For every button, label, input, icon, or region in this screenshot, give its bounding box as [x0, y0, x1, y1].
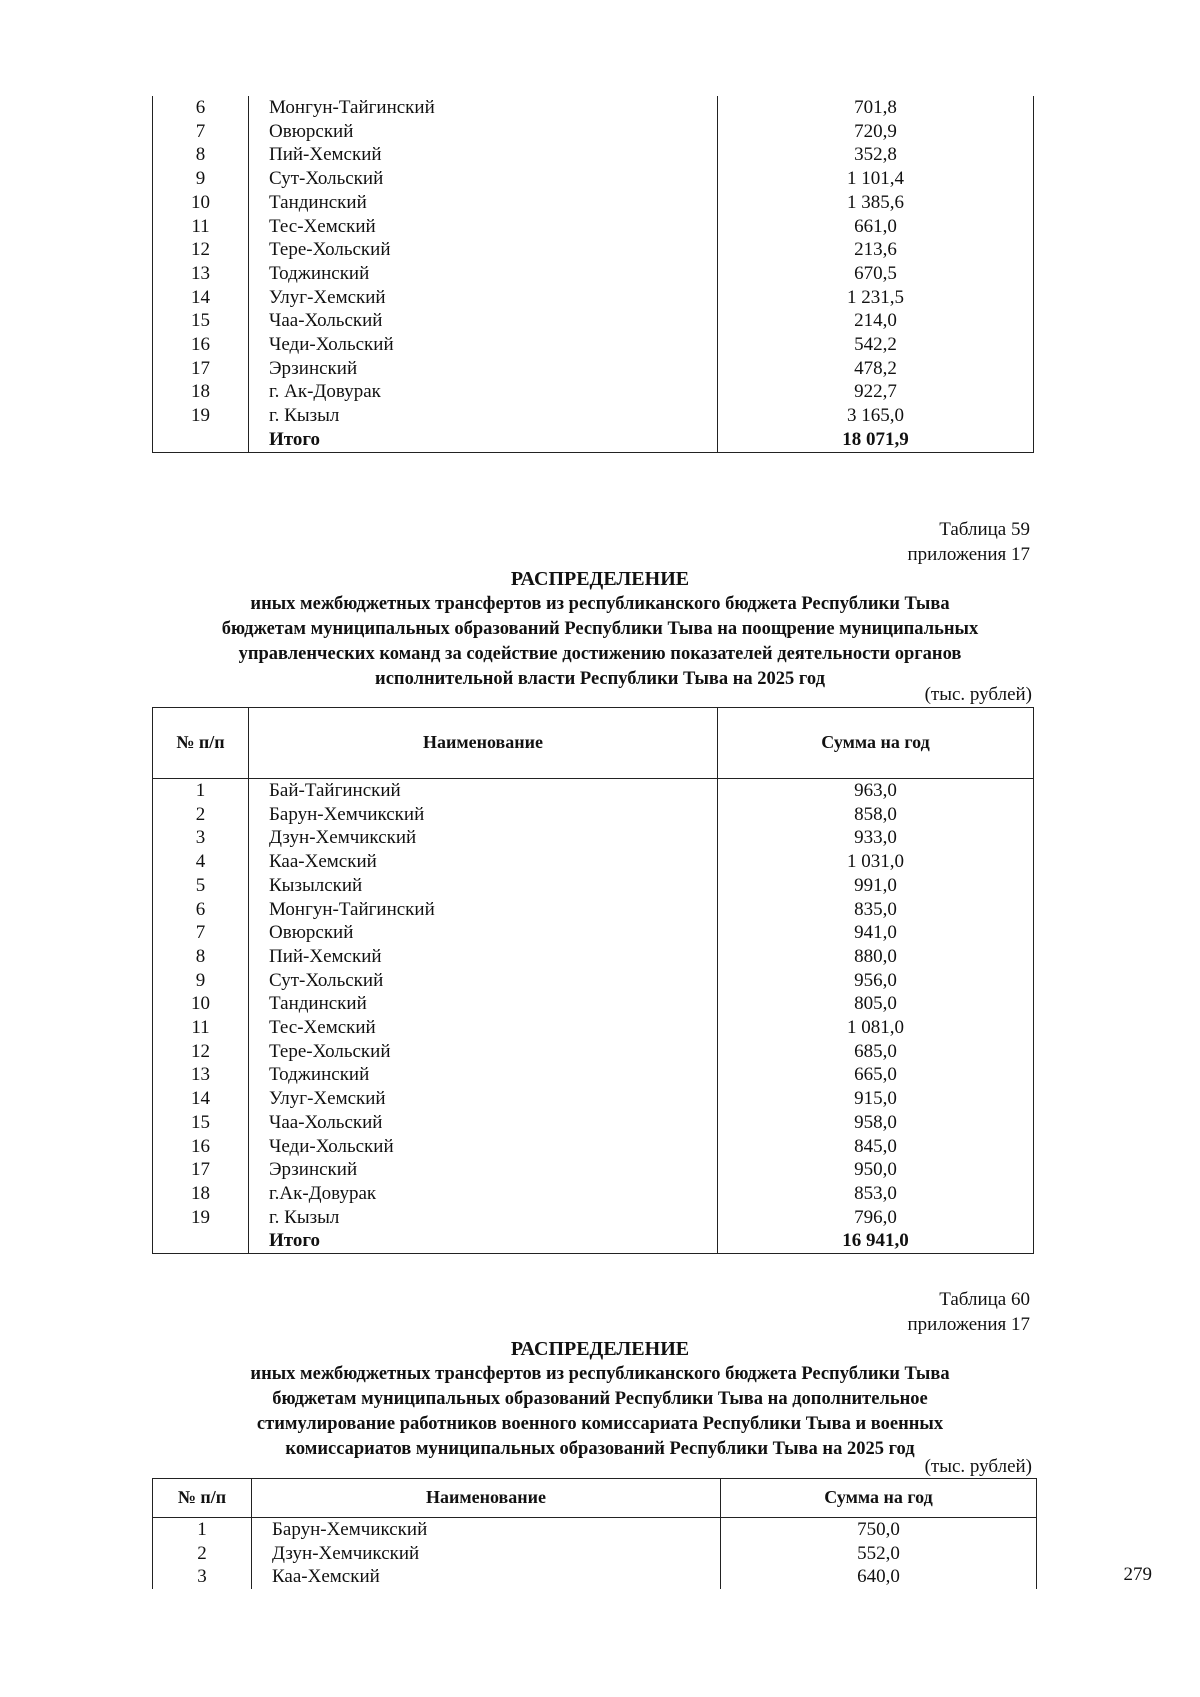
row-sum: 941,0 — [718, 921, 1034, 945]
row-number: 3 — [153, 826, 249, 850]
table59-subtitle-line: исполнительной власти Республики Тыва на 2025 год — [375, 669, 825, 689]
table59-subtitle-line: управленческих команд за содействие достижению показателей деятельности органов — [238, 644, 962, 664]
row-sum: 552,0 — [721, 1542, 1037, 1566]
row-name: Сут-Хольский — [249, 167, 718, 191]
row-sum: 661,0 — [718, 215, 1034, 239]
row-name: Тес-Хемский — [249, 1016, 718, 1040]
row-number: 7 — [153, 120, 249, 144]
table-row — [153, 1111, 1034, 1135]
table-row — [153, 969, 1034, 993]
table-row — [153, 992, 1034, 1016]
total-label: Итого — [249, 1229, 718, 1253]
row-number: 9 — [153, 969, 249, 993]
row-name: Монгун-Тайгинский — [249, 96, 718, 120]
table-row — [153, 143, 1034, 167]
row-name: г. Ак-Довурак — [249, 380, 718, 404]
row-name: Овюрский — [249, 120, 718, 144]
row-sum: 213,6 — [718, 238, 1034, 262]
col-name-header: Наименование — [252, 1479, 721, 1518]
table-row — [153, 1063, 1034, 1087]
row-number: 14 — [153, 286, 249, 310]
table60-caption — [908, 1287, 1030, 1337]
row-sum: 542,2 — [718, 333, 1034, 357]
table60-label: Таблица 60 — [939, 1289, 1030, 1310]
row-number: 11 — [153, 215, 249, 239]
row-number: 8 — [153, 945, 249, 969]
col-num-header: № п/п — [153, 1479, 252, 1518]
row-name: Дзун-Хемчикский — [249, 826, 718, 850]
row-sum: 720,9 — [718, 120, 1034, 144]
row-name: Барун-Хемчикский — [249, 803, 718, 827]
row-sum: 1 231,5 — [718, 286, 1034, 310]
row-sum: 1 031,0 — [718, 850, 1034, 874]
row-name: Каа-Хемский — [249, 850, 718, 874]
table60-title-block — [100, 1337, 1100, 1462]
table-prev-body — [153, 96, 1034, 428]
table-row — [153, 1206, 1034, 1230]
row-name: Эрзинский — [249, 357, 718, 381]
row-sum: 640,0 — [721, 1565, 1037, 1589]
table-row — [153, 1040, 1034, 1064]
row-name: Тоджинский — [249, 262, 718, 286]
row-sum: 991,0 — [718, 874, 1034, 898]
row-sum: 750,0 — [721, 1518, 1037, 1542]
row-sum: 958,0 — [718, 1111, 1034, 1135]
row-name: Чеди-Хольский — [249, 333, 718, 357]
row-number: 10 — [153, 191, 249, 215]
row-name: Тере-Хольский — [249, 1040, 718, 1064]
table-row — [153, 1565, 1037, 1589]
row-number: 1 — [153, 779, 249, 803]
table59-title-block — [100, 567, 1100, 692]
table60 — [152, 1478, 1037, 1589]
table-row — [153, 1542, 1037, 1566]
row-sum: 1 101,4 — [718, 167, 1034, 191]
row-number: 16 — [153, 1135, 249, 1159]
col-sum-header: Сумма на год — [718, 708, 1034, 779]
row-sum: 845,0 — [718, 1135, 1034, 1159]
table-row — [153, 380, 1034, 404]
row-sum: 670,5 — [718, 262, 1034, 286]
row-sum: 685,0 — [718, 1040, 1034, 1064]
col-sum-header: Сумма на год — [721, 1479, 1037, 1518]
row-name: Тандинский — [249, 992, 718, 1016]
row-number: 6 — [153, 898, 249, 922]
row-number: 5 — [153, 874, 249, 898]
row-number: 9 — [153, 167, 249, 191]
table-row — [153, 826, 1034, 850]
row-number: 7 — [153, 921, 249, 945]
row-number: 1 — [153, 1518, 252, 1542]
row-number: 18 — [153, 1182, 249, 1206]
table-row — [153, 779, 1034, 803]
row-sum: 214,0 — [718, 309, 1034, 333]
row-number: 4 — [153, 850, 249, 874]
row-number: 12 — [153, 1040, 249, 1064]
row-name: Эрзинский — [249, 1158, 718, 1182]
total-sum: 18 071,9 — [718, 428, 1034, 452]
row-name: Тоджинский — [249, 1063, 718, 1087]
table-row — [153, 262, 1034, 286]
table59-caption — [908, 517, 1030, 567]
row-number: 13 — [153, 262, 249, 286]
table-row — [153, 1518, 1037, 1542]
row-name: Каа-Хемский — [252, 1565, 721, 1589]
row-sum: 858,0 — [718, 803, 1034, 827]
row-sum: 805,0 — [718, 992, 1034, 1016]
row-number: 15 — [153, 309, 249, 333]
table-row — [153, 333, 1034, 357]
row-number: 6 — [153, 96, 249, 120]
table60-header-row — [153, 1479, 1037, 1518]
row-number: 17 — [153, 357, 249, 381]
table-row — [153, 850, 1034, 874]
row-name: Чаа-Хольский — [249, 1111, 718, 1135]
table60-subtitle-line: комиссариатов муниципальных образований Республики Тыва на 2025 год — [285, 1439, 915, 1459]
row-name: Кызылский — [249, 874, 718, 898]
row-name: г.Ак-Довурак — [249, 1182, 718, 1206]
row-number: 16 — [153, 333, 249, 357]
row-sum: 853,0 — [718, 1182, 1034, 1206]
table-row — [153, 921, 1034, 945]
row-sum: 915,0 — [718, 1087, 1034, 1111]
row-name: г. Кызыл — [249, 404, 718, 428]
row-sum: 352,8 — [718, 143, 1034, 167]
table60-title: РАСПРЕДЕЛЕНИЕ — [510, 1338, 690, 1360]
row-sum: 933,0 — [718, 826, 1034, 850]
row-name: Чаа-Хольский — [249, 309, 718, 333]
row-name: Пий-Хемский — [249, 945, 718, 969]
table-row — [153, 215, 1034, 239]
total-sum: 16 941,0 — [718, 1229, 1034, 1253]
row-sum: 880,0 — [718, 945, 1034, 969]
table-row — [153, 238, 1034, 262]
row-number: 2 — [153, 803, 249, 827]
table59-header-row — [153, 708, 1034, 779]
table-row — [153, 1016, 1034, 1040]
table-row — [153, 1182, 1034, 1206]
row-name: Бай-Тайгинский — [249, 779, 718, 803]
row-number: 19 — [153, 1206, 249, 1230]
table59-title: РАСПРЕДЕЛЕНИЕ — [510, 568, 690, 590]
row-name: Монгун-Тайгинский — [249, 898, 718, 922]
row-name: Сут-Хольский — [249, 969, 718, 993]
table-row — [153, 286, 1034, 310]
row-sum: 701,8 — [718, 96, 1034, 120]
row-name: Овюрский — [249, 921, 718, 945]
row-number: 8 — [153, 143, 249, 167]
row-name: Барун-Хемчикский — [252, 1518, 721, 1542]
table60-subtitle-line: иных межбюджетных трансфертов из республиканского бюджета Республики Тыва — [250, 1364, 950, 1384]
table60-appendix: приложения 17 — [907, 1314, 1030, 1335]
table-row — [153, 898, 1034, 922]
table-row — [153, 191, 1034, 215]
table60-unit: (тыс. рублей) — [924, 1456, 1032, 1477]
row-sum: 796,0 — [718, 1206, 1034, 1230]
table-row — [153, 1135, 1034, 1159]
table-row — [153, 309, 1034, 333]
table-row — [153, 167, 1034, 191]
row-sum: 956,0 — [718, 969, 1034, 993]
total-label: Итого — [249, 428, 718, 452]
row-name: Чеди-Хольский — [249, 1135, 718, 1159]
table-row — [153, 357, 1034, 381]
row-name: Улуг-Хемский — [249, 1087, 718, 1111]
row-sum: 963,0 — [718, 779, 1034, 803]
col-name-header: Наименование — [249, 708, 718, 779]
table-prev-total-row — [153, 428, 1034, 452]
page-number: 279 — [1123, 1564, 1152, 1585]
row-number: 18 — [153, 380, 249, 404]
row-name: Тес-Хемский — [249, 215, 718, 239]
table59-label: Таблица 59 — [939, 519, 1030, 540]
table60-subtitle-line: стимулирование работников военного комиссариата Республики Тыва и военных — [256, 1414, 944, 1434]
row-number: 14 — [153, 1087, 249, 1111]
table-prev — [152, 96, 1034, 453]
row-name: Улуг-Хемский — [249, 286, 718, 310]
table-row — [153, 1087, 1034, 1111]
row-name: Пий-Хемский — [249, 143, 718, 167]
row-name: Тандинский — [249, 191, 718, 215]
table-row — [153, 404, 1034, 428]
table-row — [153, 96, 1034, 120]
row-number: 12 — [153, 238, 249, 262]
table-row — [153, 803, 1034, 827]
table59-appendix: приложения 17 — [907, 544, 1030, 565]
table-row — [153, 874, 1034, 898]
row-number: 19 — [153, 404, 249, 428]
table60-subtitle-line: бюджетам муниципальных образований Республики Тыва на дополнительное — [272, 1389, 928, 1409]
row-number: 17 — [153, 1158, 249, 1182]
row-sum: 1 385,6 — [718, 191, 1034, 215]
row-number: 13 — [153, 1063, 249, 1087]
row-sum: 478,2 — [718, 357, 1034, 381]
col-num-header: № п/п — [153, 708, 249, 779]
row-number: 3 — [153, 1565, 252, 1589]
row-number: 2 — [153, 1542, 252, 1566]
table59-body — [153, 779, 1034, 1230]
row-name: Тере-Хольский — [249, 238, 718, 262]
table59-total-row — [153, 1229, 1034, 1253]
row-sum: 1 081,0 — [718, 1016, 1034, 1040]
row-sum: 950,0 — [718, 1158, 1034, 1182]
row-sum: 665,0 — [718, 1063, 1034, 1087]
row-sum: 922,7 — [718, 380, 1034, 404]
table-row — [153, 120, 1034, 144]
table60-body — [153, 1518, 1037, 1590]
table-row — [153, 1158, 1034, 1182]
table59 — [152, 707, 1034, 1254]
row-number: 10 — [153, 992, 249, 1016]
row-name: г. Кызыл — [249, 1206, 718, 1230]
table59-subtitle-line: иных межбюджетных трансфертов из республиканского бюджета Республики Тыва — [250, 594, 950, 614]
row-name: Дзун-Хемчикский — [252, 1542, 721, 1566]
table59-unit: (тыс. рублей) — [924, 684, 1032, 705]
table59-subtitle-line: бюджетам муниципальных образований Республики Тыва на поощрение муниципальных — [221, 619, 979, 639]
row-sum: 3 165,0 — [718, 404, 1034, 428]
row-number: 11 — [153, 1016, 249, 1040]
table-row — [153, 945, 1034, 969]
row-sum: 835,0 — [718, 898, 1034, 922]
row-number: 15 — [153, 1111, 249, 1135]
